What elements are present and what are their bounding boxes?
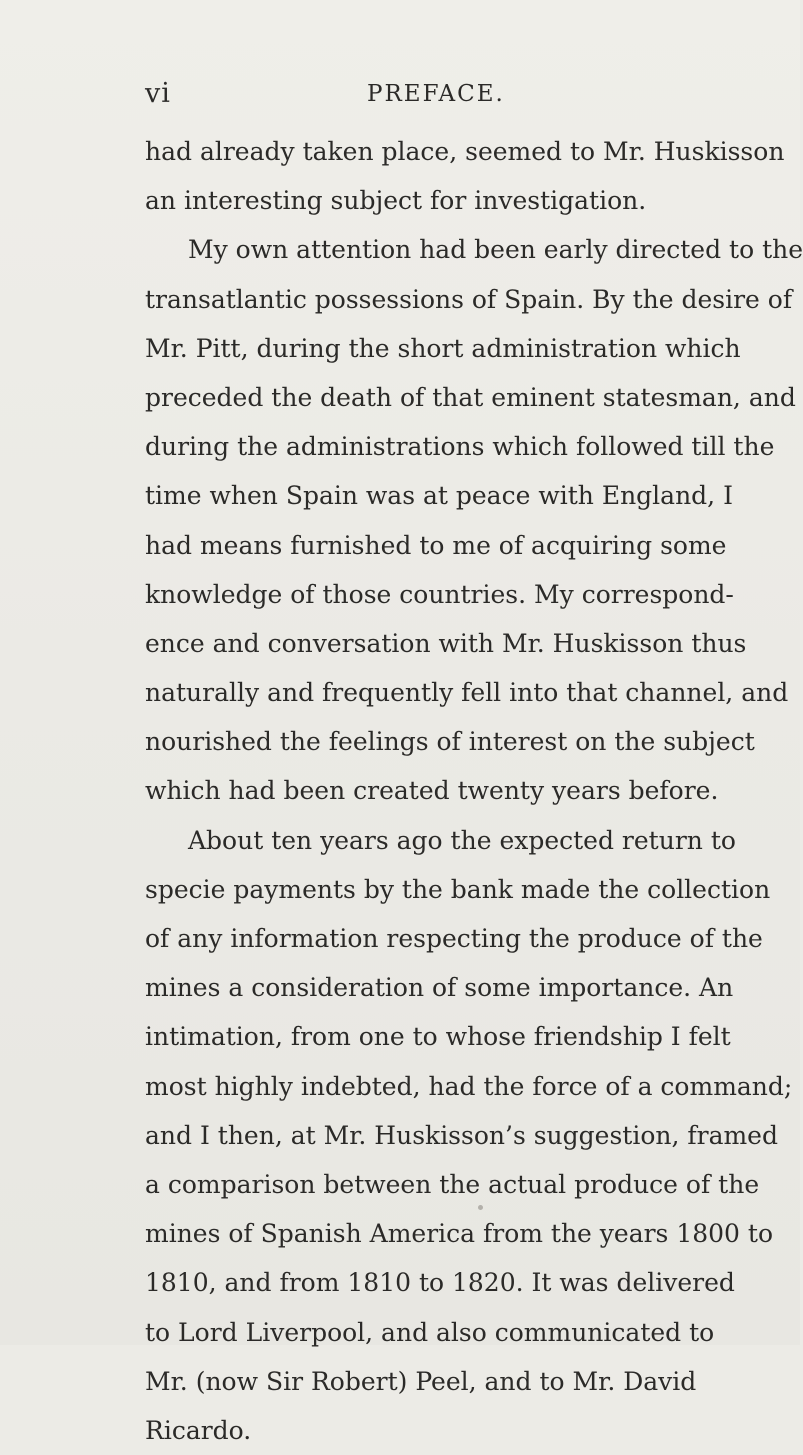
text-line: transatlantic possessions of Spain. By the desire of — [145, 284, 793, 314]
text-line: a comparison between the actual produce of the — [145, 1169, 760, 1199]
text-line: mines of Spanish America from the years 1800 to — [145, 1219, 774, 1249]
text-line: an interesting subject for investigation. — [145, 186, 647, 216]
text-line: naturally and frequently fell into that channel, and — [145, 678, 789, 708]
text-line: of any information respecting the produce of the — [145, 924, 763, 953]
text-line: and I then, at Mr. Huskisson’s suggestion, framed — [145, 1120, 778, 1150]
text-line: knowledge of those countries. My correspond- — [145, 579, 734, 609]
text-line: most highly indebted, had the force of a command; — [145, 1071, 793, 1101]
text-line: mines a consideration of some importance. An — [145, 973, 734, 1003]
text-line: Mr. Pitt, during the short administration which — [145, 333, 741, 363]
paragraph-start-line: My own attention had been early directed to the — [188, 235, 803, 265]
body-text — [145, 127, 803, 1455]
text-line: Mr. (now Sir Robert) Peel, and to Mr. David — [145, 1366, 697, 1396]
running-title: PREFACE. — [367, 81, 505, 107]
text-line: during the administrations which followed till the — [145, 432, 775, 462]
text-line: preceded the death of that eminent statesman, and — [145, 382, 796, 412]
text-line: specie payments by the bank made the collection — [145, 874, 771, 904]
paper-speck — [478, 1205, 483, 1210]
page-number: vi — [145, 78, 171, 109]
text-line: nourished the feelings of interest on the subject — [145, 727, 755, 757]
text-line: 1810, and from 1810 to 1820. It was delivered — [145, 1268, 735, 1298]
paragraph-start-line: About ten years ago the expected return to — [188, 825, 736, 855]
text-line: ence and conversation with Mr. Huskisson thus — [145, 628, 747, 658]
text-line: intimation, from one to whose friendship I felt — [145, 1022, 731, 1052]
text-line: to Lord Liverpool, and also communicated to — [145, 1317, 715, 1347]
text-line: had means furnished to me of acquiring some — [145, 530, 727, 560]
text-line: had already taken place, seemed to Mr. Huskisson — [145, 137, 785, 166]
text-line: which had been created twenty years before. — [145, 776, 719, 806]
running-head — [0, 74, 800, 114]
text-line: Ricardo. — [145, 1415, 252, 1445]
text-line: time when Spain was at peace with England, I — [145, 481, 733, 511]
